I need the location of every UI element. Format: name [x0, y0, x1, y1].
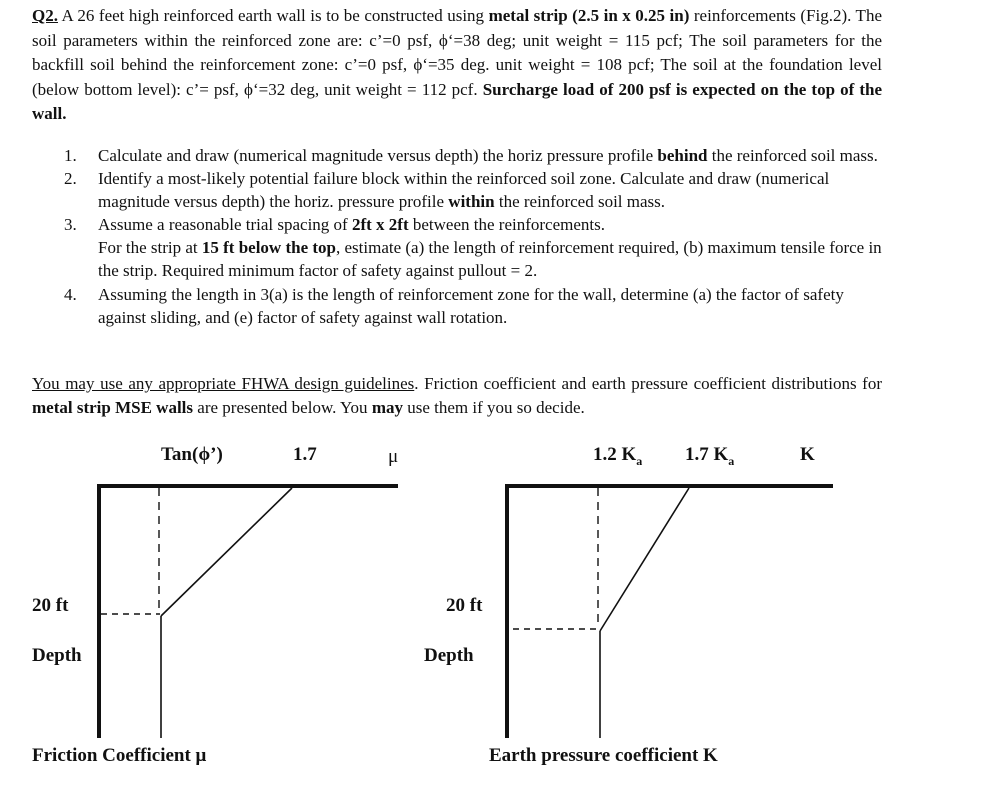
question-number: Q2.	[32, 6, 58, 25]
task-item: 2. Identify a most-likely potential failure block within the reinforced soil zone. Calculate and draw (numerical magnitude versus depth) the horiz. pressure profile within the reinforced soil mass.	[64, 169, 830, 212]
left-label-tan-phi: Tan(ϕ’)	[161, 444, 223, 465]
left-slope-line	[161, 488, 292, 616]
earth-pressure-diagram	[505, 484, 833, 738]
left-depth-axis-label: Depth	[32, 645, 82, 666]
right-label-1-7ka: 1.7 $K_a$	[685, 444, 735, 468]
task-item: 4. Assuming the length in 3(a) is the length of reinforcement zone for the wall, determine (a) the factor of safety against sliding, and (e) factor of safety against wall rotation.	[64, 284, 844, 327]
right-label-k: K	[800, 444, 815, 465]
intro-bold-1: metal strip (2.5 in x 0.25 in)	[488, 6, 690, 25]
intro-bold-2: Surcharge load of 200 psf is expected on the top of the wall.	[32, 79, 882, 124]
right-depth-axis-label: Depth	[424, 645, 474, 666]
intro-text-1: A 26 feet high reinforced earth wall is to be constructed using	[57, 6, 489, 25]
task-item: 1. Calculate and draw (numerical magnitude versus depth) the horiz pressure profile behind the reinforced soil mass.	[64, 146, 878, 165]
task-item: 3. Assume a reasonable trial spacing of 2ft x 2ft between the reinforcements.	[64, 215, 605, 235]
right-figure-caption: Earth pressure coefficient K	[489, 745, 718, 766]
guideline-note: You may use any appropriate FHWA design guidelines. Friction coefficient and earth pressure coefficient distributions for metal strip MSE walls are presented below. You may use them if you so decide.	[32, 374, 882, 417]
right-depth-mark: 20 ft	[446, 595, 483, 616]
task-item-continued: For the strip at 15 ft below the top, estimate (a) the length of reinforcement required, (b) maximum tensile force in the strip. Required minimum factor of safety against pullout = 2.	[98, 238, 882, 281]
left-label-1-7: 1.7	[293, 444, 317, 465]
fhwa-guideline-text: You may use any appropriate FHWA design guidelines	[32, 374, 415, 393]
right-label-1-2ka: 1.2 $K_a$	[593, 444, 643, 468]
left-figure-caption: Friction Coefficient μ	[32, 745, 207, 766]
left-label-mu: μ	[388, 446, 399, 467]
left-depth-mark: 20 ft	[32, 595, 69, 616]
right-slope-line	[600, 488, 689, 631]
friction-diagram	[97, 484, 398, 738]
intro-text-2: reinforcements (Fig.2). The soil parameters within the reinforced zone are: c’=0 psf, ϕ‘=38 deg; unit weight = 115 pcf; The soil parameters for the backfill soil behind the reinforcement zone: c’=0 psf, ϕ‘=35 deg. unit weight = 108 pcf; The soil at the foundation level (below bottom level): c’= psf, ϕ‘=32 deg, unit weight = 112 pcf.	[32, 6, 882, 99]
